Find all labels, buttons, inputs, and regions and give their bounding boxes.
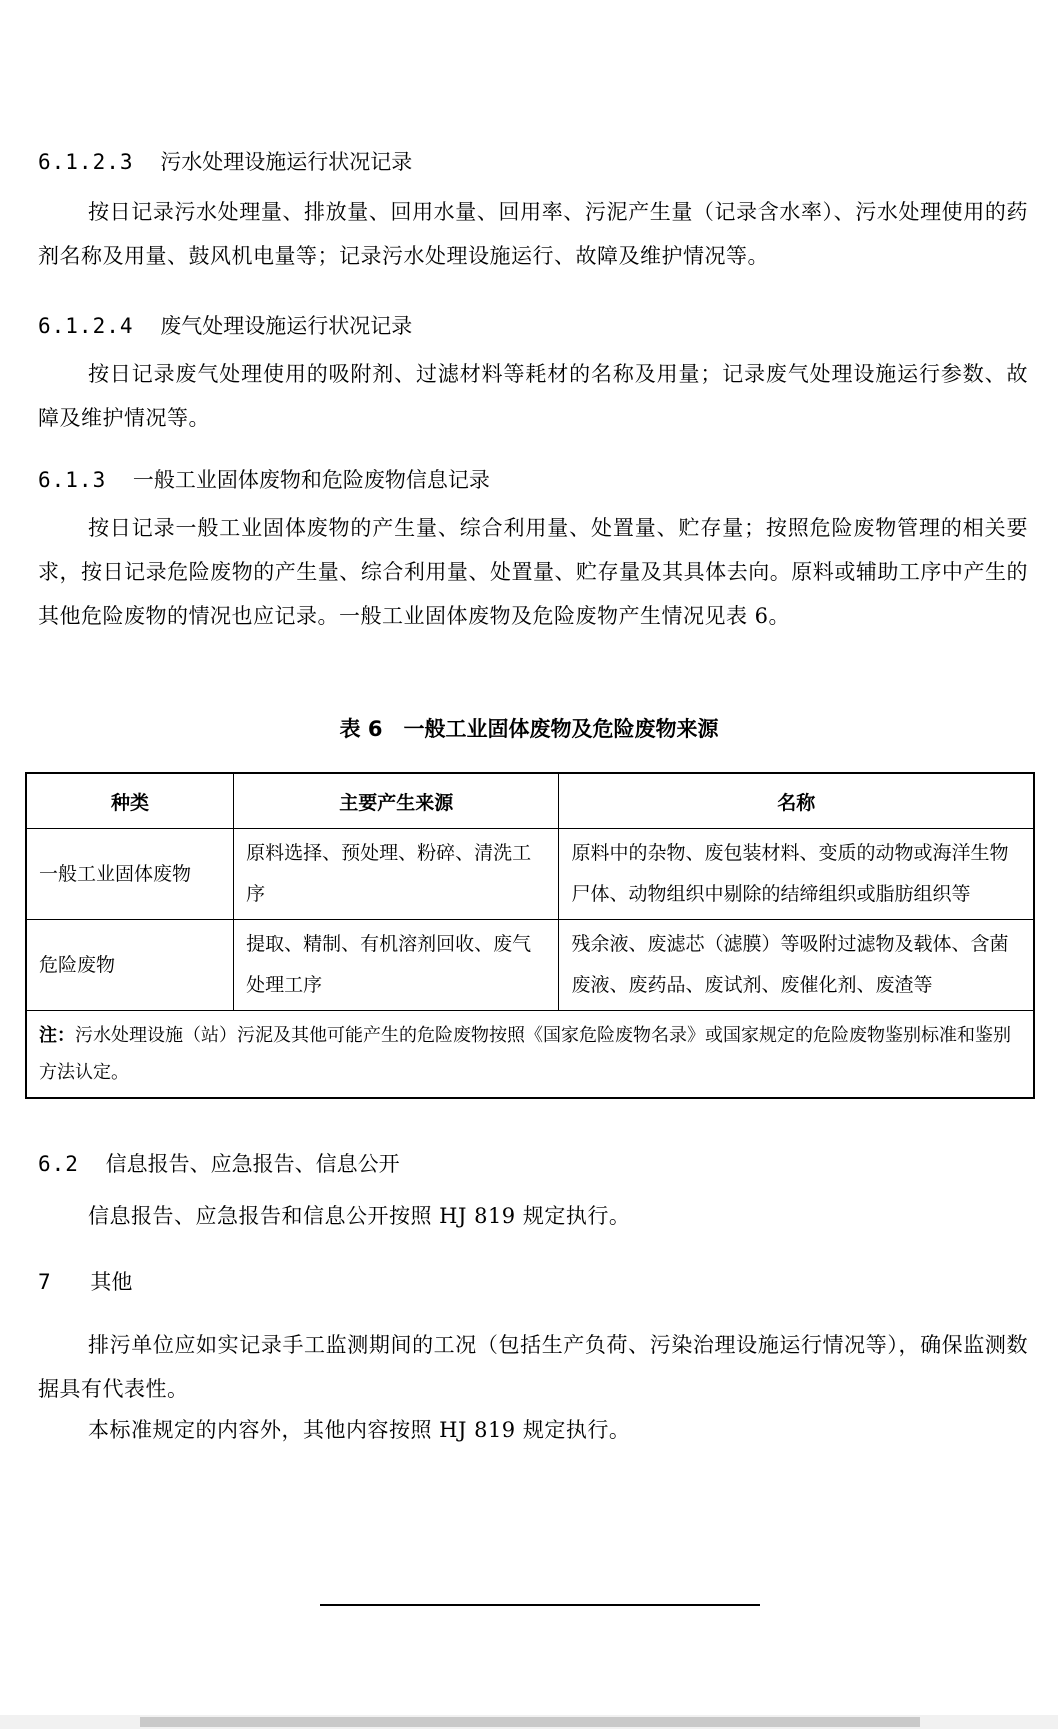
cell-type: 危险废物 <box>26 920 234 1011</box>
section-title: 废气处理设施运行状况记录 <box>160 314 413 338</box>
scrollbar-thumb[interactable] <box>140 1717 920 1727</box>
paragraph-7-1: 排污单位应如实记录手工监测期间的工况（包括生产负荷、污染治理设施运行情况等），确保监测数据具有代表性。 <box>38 1333 1028 1401</box>
column-header-source: 主要产生来源 <box>234 773 559 829</box>
paragraph-6-1-3: 按日记录一般工业固体废物的产生量、综合利用量、处置量、贮存量；按照危险废物管理的相关要求，按日记录危险废物的产生量、综合利用量、处置量、贮存量及其具体去向。原料或辅助工序中产生的其他危险废物的情况也应记录。一般工业固体废物及危险废物产生情况见表 6。 <box>38 516 1028 628</box>
section-number: 6.1.2.4 <box>38 314 134 338</box>
note-label: 注： <box>39 1025 75 1046</box>
section-number: 6.1.3 <box>38 468 107 492</box>
section-heading-6-2 <box>38 1150 400 1178</box>
section-heading-7 <box>38 1268 132 1296</box>
table-caption: 表 6 一般工业固体废物及危险废物来源 <box>339 717 719 741</box>
section-title: 一般工业固体废物和危险废物信息记录 <box>132 468 490 492</box>
section-heading-6-1-2-3 <box>38 148 412 176</box>
horizontal-scrollbar[interactable] <box>0 1715 1058 1729</box>
section-number: 7 <box>38 1270 52 1294</box>
section-title: 其他 <box>90 1270 133 1294</box>
paragraph-6-1-2-4: 按日记录废气处理使用的吸附剂、过滤材料等耗材的名称及用量；记录废气处理设施运行参数、故障及维护情况等。 <box>38 362 1028 430</box>
end-rule <box>320 1604 760 1606</box>
paragraph-7-2: 本标准规定的内容外，其他内容按照 HJ 819 规定执行。 <box>88 1418 631 1442</box>
table-note-row <box>26 1011 1034 1099</box>
column-header-name: 名称 <box>559 773 1034 829</box>
table-row <box>26 829 1034 920</box>
section-number: 6.2 <box>38 1152 79 1176</box>
table-row <box>26 920 1034 1011</box>
paragraph-6-2: 信息报告、应急报告和信息公开按照 HJ 819 规定执行。 <box>88 1204 631 1228</box>
cell-name: 原料中的杂物、废包装材料、变质的动物或海洋生物尸体、动物组织中剔除的结缔组织或脂肪组织等 <box>559 829 1034 920</box>
section-number: 6.1.2.3 <box>38 150 134 174</box>
section-heading-6-1-2-4 <box>38 312 412 340</box>
waste-source-table <box>25 772 1035 1099</box>
cell-source: 提取、精制、有机溶剂回收、废气处理工序 <box>234 920 559 1011</box>
cell-source: 原料选择、预处理、粉碎、清洗工序 <box>234 829 559 920</box>
table-header-row <box>26 773 1034 829</box>
cell-name: 残余液、废滤芯（滤膜）等吸附过滤物及载体、含菌废液、废药品、废试剂、废催化剂、废渣等 <box>559 920 1034 1011</box>
section-title: 污水处理设施运行状况记录 <box>160 150 413 174</box>
table-note <box>26 1011 1034 1099</box>
section-heading-6-1-3 <box>38 466 490 494</box>
column-header-type: 种类 <box>26 773 234 829</box>
paragraph-6-1-2-3: 按日记录污水处理量、排放量、回用水量、回用率、污泥产生量（记录含水率）、污水处理使用的药剂名称及用量、鼓风机电量等；记录污水处理设施运行、故障及维护情况等。 <box>38 200 1028 268</box>
section-title: 信息报告、应急报告、信息公开 <box>105 1152 400 1176</box>
cell-type: 一般工业固体废物 <box>26 829 234 920</box>
note-text: 污水处理设施（站）污泥及其他可能产生的危险废物按照《国家危险废物名录》或国家规定的危险废物鉴别标准和鉴别方法认定。 <box>39 1025 1011 1083</box>
